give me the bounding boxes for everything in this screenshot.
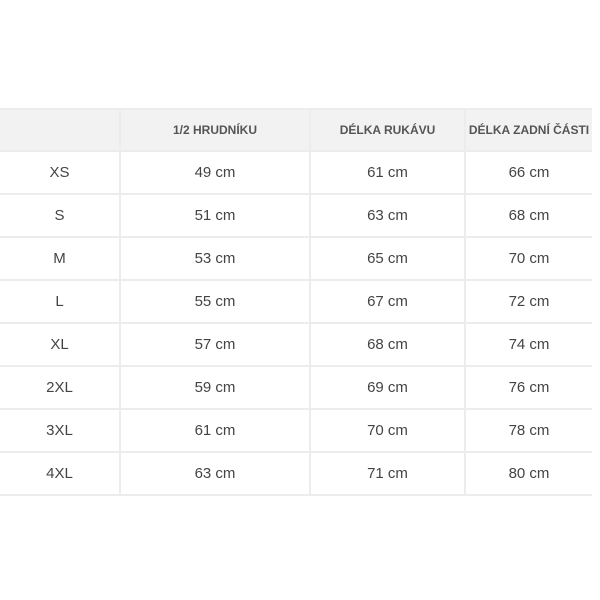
size-cell: M <box>0 237 120 280</box>
table-row <box>0 280 592 323</box>
back-length-cell: 72 cm <box>465 280 592 323</box>
half-chest-cell: 55 cm <box>120 280 310 323</box>
header-size <box>0 109 120 151</box>
half-chest-cell: 49 cm <box>120 151 310 194</box>
sleeve-length-cell: 67 cm <box>310 280 465 323</box>
size-cell: 2XL <box>0 366 120 409</box>
back-length-cell: 78 cm <box>465 409 592 452</box>
table-row <box>0 366 592 409</box>
back-length-cell: 66 cm <box>465 151 592 194</box>
back-length-cell: 80 cm <box>465 452 592 495</box>
back-length-cell: 70 cm <box>465 237 592 280</box>
half-chest-cell: 51 cm <box>120 194 310 237</box>
header-row <box>0 109 592 151</box>
half-chest-cell: 57 cm <box>120 323 310 366</box>
sleeve-length-cell: 63 cm <box>310 194 465 237</box>
table-row <box>0 194 592 237</box>
table-body <box>0 151 592 495</box>
table-row <box>0 452 592 495</box>
half-chest-cell: 61 cm <box>120 409 310 452</box>
half-chest-cell: 59 cm <box>120 366 310 409</box>
size-chart-table <box>0 108 592 496</box>
header-half-chest: 1/2 HRUDNÍKU <box>120 109 310 151</box>
back-length-cell: 74 cm <box>465 323 592 366</box>
sleeve-length-cell: 68 cm <box>310 323 465 366</box>
sleeve-length-cell: 61 cm <box>310 151 465 194</box>
back-length-cell: 68 cm <box>465 194 592 237</box>
size-cell: XS <box>0 151 120 194</box>
table-header <box>0 109 592 151</box>
sleeve-length-cell: 65 cm <box>310 237 465 280</box>
sleeve-length-cell: 71 cm <box>310 452 465 495</box>
sleeve-length-cell: 70 cm <box>310 409 465 452</box>
sleeve-length-cell: 69 cm <box>310 366 465 409</box>
size-cell: XL <box>0 323 120 366</box>
half-chest-cell: 63 cm <box>120 452 310 495</box>
table-row <box>0 151 592 194</box>
size-cell: 4XL <box>0 452 120 495</box>
size-cell: 3XL <box>0 409 120 452</box>
back-length-cell: 76 cm <box>465 366 592 409</box>
header-back-length: DÉLKA ZADNÍ ČÁSTI <box>465 109 592 151</box>
half-chest-cell: 53 cm <box>120 237 310 280</box>
header-sleeve-length: DÉLKA RUKÁVU <box>310 109 465 151</box>
table-row <box>0 237 592 280</box>
size-cell: S <box>0 194 120 237</box>
table-row <box>0 323 592 366</box>
table-row <box>0 409 592 452</box>
size-cell: L <box>0 280 120 323</box>
